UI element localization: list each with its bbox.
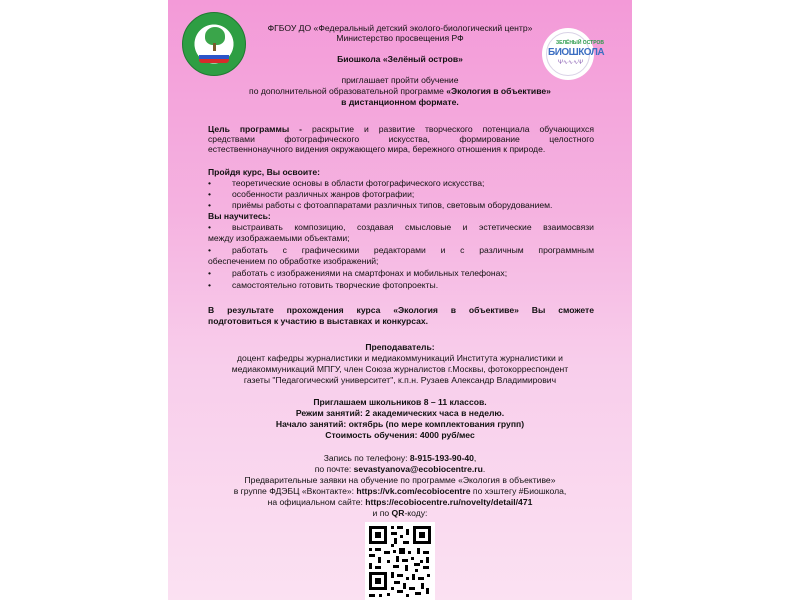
contact-phone-line	[168, 453, 632, 463]
contact-email-line	[168, 464, 632, 474]
logo-main-text: БИОШКОЛА	[548, 47, 605, 58]
list-item-text: работать с изображениями на смартфонах и мобильных телефонах;	[232, 268, 508, 278]
logo-top-text: ЗЕЛЁНЫЙ ОСТРОВ	[556, 40, 605, 46]
info-line-4: Стоимость обучения: 4000 руб/мес	[325, 430, 475, 440]
info-line-1: Приглашаем школьников 8 – 11 классов.	[313, 397, 487, 407]
teacher-line-1: доцент кафедры журналистики и медиакоммуникаций Института журналистики и	[237, 353, 563, 363]
qr-word: QR	[391, 508, 405, 518]
vk-suffix: по хэштегу #Биошкола,	[470, 486, 567, 496]
result-line-1: В результате прохождения курса «Экология в объективе» Вы сможете	[208, 305, 594, 315]
logo-wave-icon: Ψ∿∿∿Ψ	[558, 60, 584, 66]
flyer-page	[168, 0, 632, 600]
tree-trunk-icon	[213, 43, 216, 51]
phone-label: Запись по телефону:	[323, 453, 410, 463]
teacher-line-2: медиакоммуникаций МПГУ, член Союза журналистов г.Москвы, фотокорреспондент	[231, 364, 569, 374]
master-heading: Пройдя курс, Вы освоите:	[208, 167, 320, 177]
result-line-2: подготовиться к участию в выставках и конкурсах.	[208, 316, 429, 326]
phone-suffix: ,	[473, 453, 477, 463]
learn-item-2-line-2: обеспечением по обработке изображений;	[208, 256, 379, 266]
program-name: «Экология в объективе»	[446, 86, 551, 96]
learn-item-1-line-2: между изображаемыми объектами;	[208, 233, 350, 243]
phone-number[interactable]: 8-915-193-90-40	[409, 453, 474, 463]
info-line-2: Режим занятий: 2 академических часа в неделю.	[295, 408, 505, 418]
invite-line-2-text: по дополнительной образовательной программе	[249, 86, 447, 96]
qr-post: -коду:	[404, 508, 428, 518]
email-suffix: .	[482, 464, 486, 474]
list-item-text: теоретические основы в области фотографического искусства;	[232, 178, 485, 188]
vk-label: в группе ФДЭБЦ «Вконтакте»:	[233, 486, 357, 496]
goal-line-1	[208, 124, 594, 134]
goal-line-3: естественнонаучного видения окружающего мира, бережного отношения к природе.	[208, 144, 546, 154]
vk-link[interactable]: https://vk.com/ecobiocentre	[356, 486, 471, 496]
site-line	[168, 497, 632, 507]
bullet: •	[208, 222, 212, 232]
learn-heading: Вы научитесь:	[208, 211, 271, 221]
list-item-text: приёмы работы с фотоаппаратами различных типов, световым оборудованием.	[232, 200, 553, 210]
qr-code-icon	[365, 522, 435, 600]
email-label: по почте:	[314, 464, 354, 474]
applications-line: Предварительные заявки на обучение по программе «Экология в объективе»	[244, 475, 556, 485]
teacher-heading: Преподаватель:	[365, 342, 435, 352]
qr-code[interactable]	[365, 522, 435, 600]
vk-line	[168, 486, 632, 496]
qr-line	[168, 508, 632, 518]
site-label: на официальном сайте:	[267, 497, 366, 507]
bullet: •	[208, 280, 212, 290]
goal-line-2: средствами фотографического искусства, формирование целостного	[208, 134, 594, 144]
qr-pre: и по	[372, 508, 392, 518]
list-item-text: особенности различных жанров фотографии;	[232, 189, 415, 199]
bullet: •	[208, 268, 212, 278]
bullet: •	[208, 245, 212, 255]
email-link[interactable]: sevastyanova@ecobiocentre.ru	[353, 464, 483, 474]
site-link[interactable]: https://ecobiocentre.ru/novelty/detail/471	[365, 497, 533, 507]
bullet: •	[208, 178, 212, 188]
ministry-name: Министерство просвещения РФ	[336, 33, 464, 43]
invite-line-1: приглашает пройти обучение	[341, 75, 459, 85]
bullet: •	[208, 200, 212, 210]
list-item-text: самостоятельно готовить творческие фотопроекты.	[232, 280, 439, 290]
invite-line-3: в дистанционном формате.	[341, 97, 459, 107]
invite-line-2	[168, 86, 632, 96]
bullet: •	[208, 189, 212, 199]
learn-item-2-line-1: работать с графическими редакторами и с различным программным	[232, 245, 594, 255]
info-line-3: Начало занятий: октябрь (по мере комплектования групп)	[275, 419, 525, 429]
goal-line-1-text: раскрытие и развитие творческого потенциала обучающихся	[302, 124, 594, 134]
learn-item-1-line-1: выстраивать композицию, создавая смысловые и эстетические взаимосвязи	[232, 222, 594, 232]
goal-label: Цель программы -	[208, 124, 303, 134]
org-name: ФГБОУ ДО «Федеральный детский эколого-биологический центр»	[267, 23, 533, 33]
school-name: Биошкола «Зелёный остров»	[337, 54, 463, 64]
teacher-line-3: газеты "Педагогический университет", к.п.н. Рузаев Александр Владимирович	[243, 375, 557, 385]
fdebc-logo	[182, 12, 246, 76]
